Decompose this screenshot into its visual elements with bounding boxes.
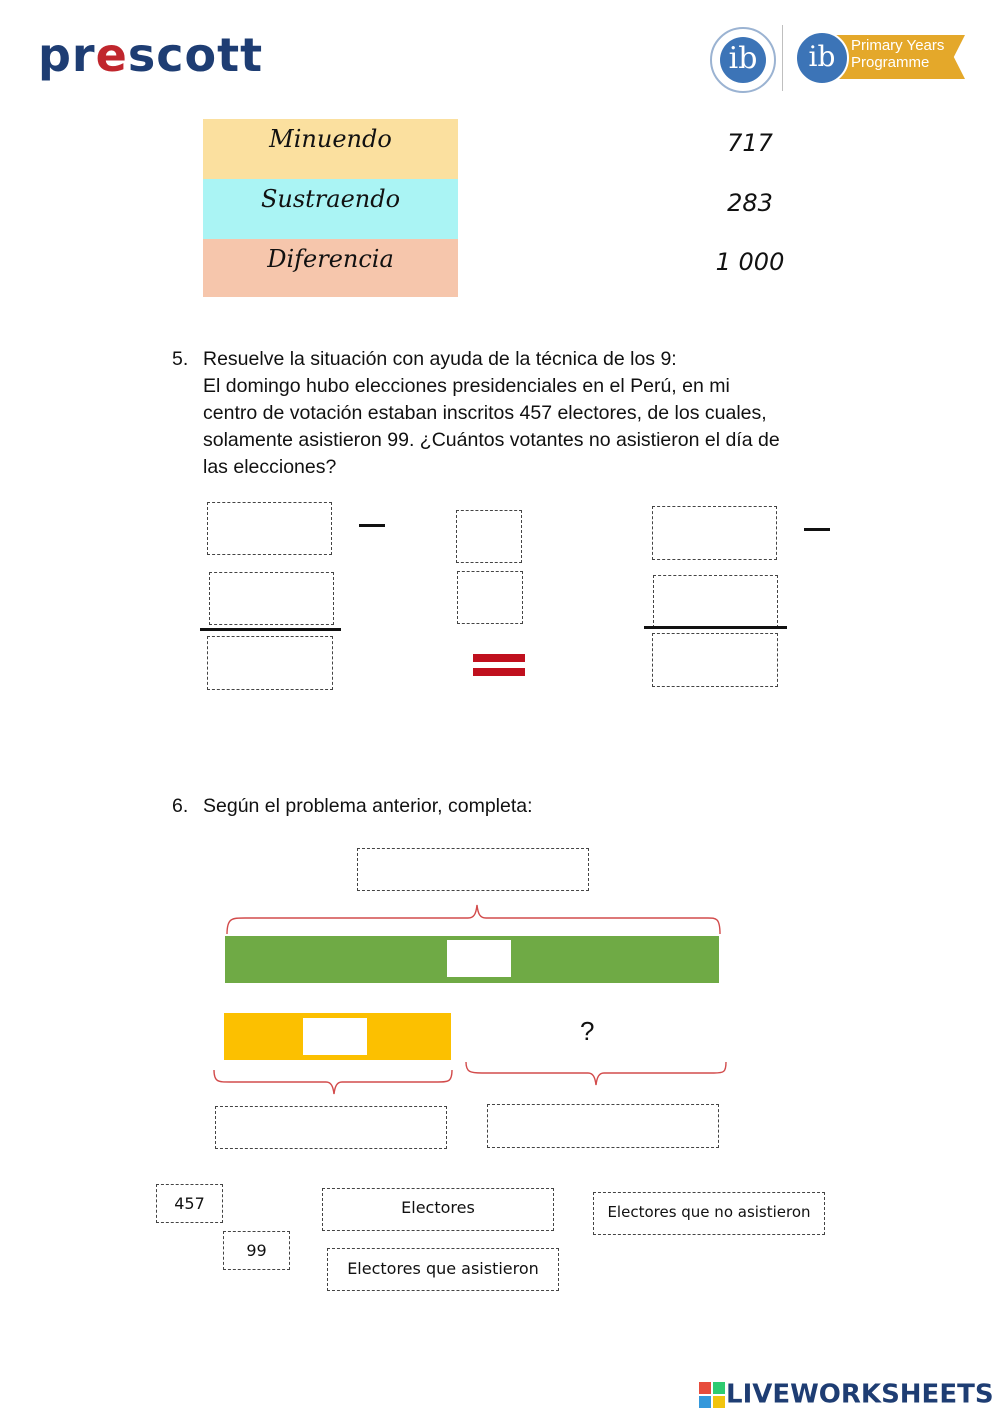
minuendo-label: Minuendo <box>203 119 458 179</box>
not-attended-label-dropzone[interactable] <box>487 1104 719 1148</box>
bottom-right-brace <box>466 1062 726 1085</box>
question-6-number: 6. <box>172 795 189 817</box>
token-electores-que-no-asistieron[interactable]: Electores que no asistieron <box>593 1192 825 1235</box>
liveworksheets-icon <box>698 1381 726 1409</box>
top-brace <box>227 905 720 934</box>
attended-bar-value-dropzone[interactable] <box>303 1018 367 1055</box>
diferencia-label: Diferencia <box>203 239 458 297</box>
token-99[interactable]: 99 <box>223 1231 290 1270</box>
q5-line-2: El domingo hubo elecciones presidenciales en el Perú, en mi <box>203 375 730 397</box>
sustraendo-label: Sustraendo <box>203 179 458 239</box>
ib-seal-mark: ib <box>720 37 766 83</box>
bottom-left-brace <box>214 1070 452 1094</box>
token-electores-que-asistieron[interactable]: Electores que asistieron <box>327 1248 559 1291</box>
question-5-number: 5. <box>172 348 189 370</box>
liveworksheets-logo <box>698 1379 994 1409</box>
sustraendo-value: 283 <box>727 189 773 217</box>
pyp-ib-circle: ib <box>795 31 849 85</box>
pyp-line-2: Programme <box>851 54 930 71</box>
q5-line-4: solamente asistieron 99. ¿Cuántos votantes no asistieron el día de <box>203 429 780 451</box>
unknown-question-mark: ? <box>580 1016 595 1046</box>
diferencia-value: 1 000 <box>715 248 785 276</box>
attended-label-dropzone[interactable] <box>215 1106 447 1149</box>
q5-line-3: centro de votación estaban inscritos 457 electores, de los cuales, <box>203 402 767 424</box>
token-457[interactable]: 457 <box>156 1184 223 1223</box>
question-6-text: Según el problema anterior, completa: <box>203 795 533 817</box>
liveworksheets-text: LIVEWORKSHEETS <box>726 1379 994 1410</box>
prescott-logo: prescott <box>38 28 264 82</box>
q5-line-1: Resuelve la situación con ayuda de la técnica de los 9: <box>203 348 677 370</box>
pyp-line-1: Primary Years <box>851 37 945 54</box>
total-bar-value-dropzone[interactable] <box>447 940 511 977</box>
q5-line-5: las elecciones? <box>203 456 337 478</box>
minuendo-value: 717 <box>727 129 773 157</box>
token-electores[interactable]: Electores <box>322 1188 554 1231</box>
